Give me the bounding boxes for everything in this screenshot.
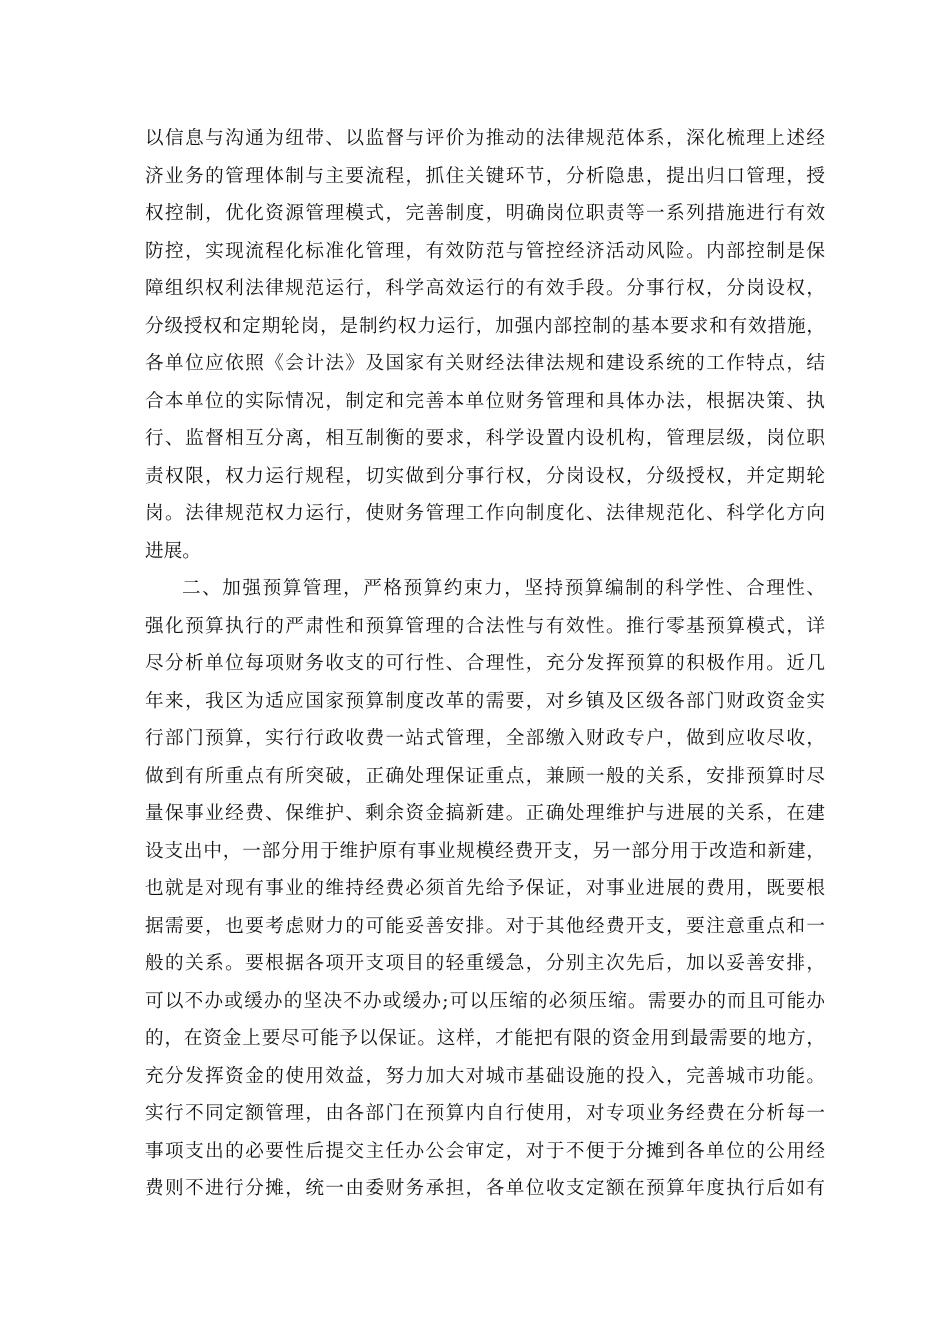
text-line: 般的关系。要根据各项开支项目的轻重缓急，分别主次先后，加以妥善安排， (145, 953, 825, 974)
text-line: 以信息与沟通为纽带、以监督与评价为推动的法律规范体系，深化梳理上述经 (145, 128, 825, 149)
text-line: 充分发挥资金的使用效益，努力加大对城市基础设施的投入，完善城市功能。 (145, 1065, 825, 1087)
text-line: 费则不进行分摊，统一由委财务承担，各单位收支定额在预算年度执行后如有 (145, 1178, 825, 1199)
text-line: 行部门预算，实行行政收费一站式管理，全部缴入财政专户，做到应收尽收， (145, 728, 825, 749)
text-line: 权控制，优化资源管理模式，完善制度，明确岗位职责等一系列措施进行有效 (145, 203, 825, 224)
text-line: 岗。法律规范权力运行，使财务管理工作向制度化、法律规范化、科学化方向 (145, 503, 825, 524)
text-line: 也就是对现有事业的维持经费必须首先给予保证，对事业进展的费用，既要根 (145, 878, 825, 899)
text-line: 分级授权和定期轮岗，是制约权力运行，加强内部控制的基本要求和有效措施， (145, 315, 825, 337)
text-line: 年来，我区为适应国家预算制度改革的需要，对乡镇及区级各部门财政资金实 (145, 690, 825, 712)
text-line: 强化预算执行的严肃性和预算管理的合法性与有效性。推行零基预算模式，详 (145, 615, 825, 637)
text-line: 的，在资金上要尽可能予以保证。这样，才能把有限的资金用到最需要的地方， (145, 1028, 825, 1049)
text-line: 据需要，也要考虑财力的可能妥善安排。对于其他经费开支，要注意重点和一 (145, 915, 825, 937)
text-line: 济业务的管理体制与主要流程，抓住关键环节，分析隐患，提出归口管理，授 (145, 165, 825, 187)
text-line: 责权限，权力运行规程，切实做到分事行权，分岗设权，分级授权，并定期轮 (145, 465, 825, 487)
text-line: 事项支出的必要性后提交主任办公会审定，对于不便于分摊到各单位的公用经 (145, 1140, 825, 1162)
text-line: 量保事业经费、保维护、剩余资金搞新建。正确处理维护与进展的关系，在建 (145, 803, 825, 824)
text-line: 合本单位的实际情况，制定和完善本单位财务管理和具体办法，根据决策、执 (145, 390, 825, 412)
body-text (145, 120, 825, 1208)
text-line: 设支出中，一部分用于维护原有事业规模经费开支，另一部分用于改造和新建， (145, 840, 825, 862)
text-line: 防控，实现流程化标准化管理，有效防范与管控经济活动风险。内部控制是保 (145, 240, 825, 262)
text-line: 障组织权利法律规范运行，科学高效运行的有效手段。分事行权，分岗设权， (145, 278, 825, 299)
text-line: 各单位应依照《会计法》及国家有关财经法律法规和建设系统的工作特点，结 (145, 353, 825, 374)
text-line: 做到有所重点有所突破，正确处理保证重点，兼顾一般的关系，安排预算时尽 (145, 765, 825, 787)
text-line: 实行不同定额管理，由各部门在预算内自行使用，对专项业务经费在分析每一 (145, 1103, 825, 1124)
text-line: 尽分析单位每项财务收支的可行性、合理性，充分发挥预算的积极作用。近几 (145, 653, 825, 674)
paragraph-heading-line: 二、加强预算管理，严格预算约束力，坚持预算编制的科学性、合理性、 (182, 578, 825, 599)
text-line: 行、监督相互分离，相互制衡的要求，科学设置内设机构，管理层级，岗位职 (145, 428, 825, 449)
text-line: 进展。 (145, 540, 201, 562)
text-line: 可以不办或缓办的坚决不办或缓办;可以压缩的必须压缩。需要办的而且可能办 (145, 990, 825, 1012)
